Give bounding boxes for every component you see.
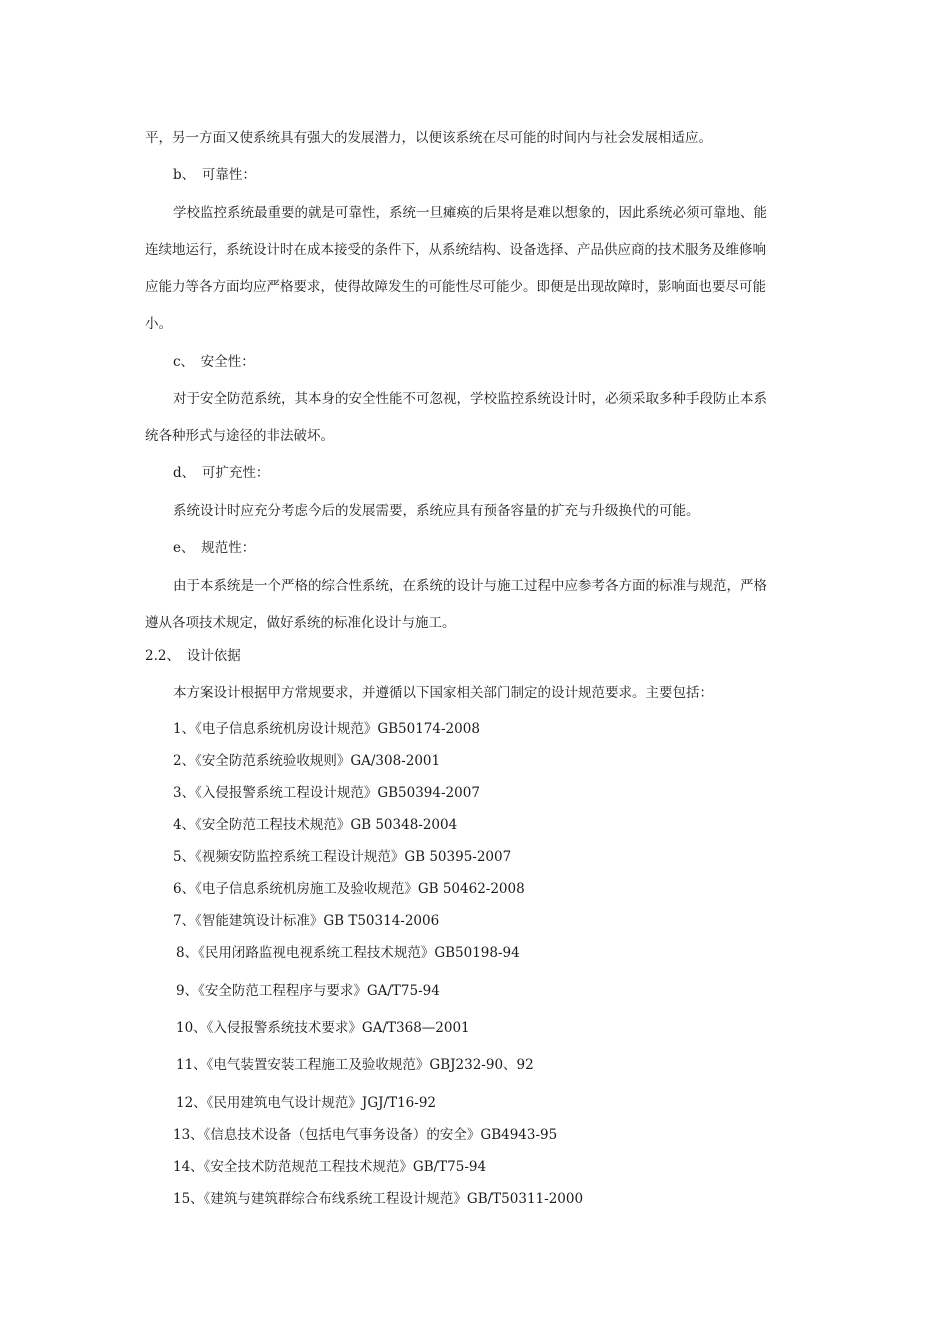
list-item: 12、《民用建筑电气设计规范》JGJ/T16-92	[176, 1095, 437, 1111]
heading-security: c、 安全性：	[173, 354, 255, 370]
paragraph-line: 学校监控系统最重要的就是可靠性，系统一旦瘫痪的后果将是难以想象的，因此系统必须可靠地、能	[173, 205, 767, 221]
heading-standardization: e、 规范性：	[173, 540, 256, 556]
intro-paragraph: 本方案设计根据甲方常规要求，并遵循以下国家相关部门制定的设计规范要求。主要包括：	[173, 685, 713, 701]
paragraph-line: 由于本系统是一个严格的综合性系统，在系统的设计与施工过程中应参考各方面的标准与规范，严格	[173, 578, 767, 594]
list-item: 13、《信息技术设备（包括电气事务设备）的安全》GB4943-95	[173, 1127, 558, 1143]
paragraph-continuation: 平，另一方面又使系统具有强大的发展潜力，以便该系统在尽可能的时间内与社会发展相适应。	[145, 130, 712, 146]
list-item: 11、《电气装置安装工程施工及验收规范》GBJ232-90、92	[176, 1057, 534, 1073]
paragraph-line: 统各种形式与途径的非法破坏。	[145, 428, 334, 444]
heading-expandability: d、 可扩充性：	[173, 465, 270, 481]
list-item: 5、《视频安防监控系统工程设计规范》GB 50395-2007	[173, 849, 512, 865]
list-item: 14、《安全技术防范规范工程技术规范》GB/T75-94	[173, 1159, 487, 1175]
paragraph-line: 应能力等各方面均应严格要求，使得故障发生的可能性尽可能少。即便是出现故障时，影响面也要尽可能	[145, 279, 766, 295]
list-item: 2、《安全防范系统验收规则》GA/308-2001	[173, 753, 441, 769]
paragraph-line: 连续地运行，系统设计时在成本接受的条件下，从系统结构、设备选择、产品供应商的技术服务及维修响	[145, 242, 766, 258]
list-item: 6、《电子信息系统机房施工及验收规范》GB 50462-2008	[173, 881, 525, 897]
list-item: 8、《民用闭路监视电视系统工程技术规范》GB50198-94	[176, 945, 520, 961]
section-heading: 2.2、 设计依据	[145, 648, 241, 664]
heading-reliability: b、 可靠性：	[173, 167, 256, 183]
list-item: 9、《安全防范工程程序与要求》GA/T75-94	[176, 983, 440, 999]
list-item: 7、《智能建筑设计标准》GB T50314-2006	[173, 913, 440, 929]
list-item: 3、《入侵报警系统工程设计规范》GB50394-2007	[173, 785, 480, 801]
paragraph-line: 遵从各项技术规定，做好系统的标准化设计与施工。	[145, 615, 456, 631]
paragraph-line: 对于安全防范系统，其本身的安全性能不可忽视，学校监控系统设计时，必须采取多种手段防止本系	[173, 391, 767, 407]
paragraph-line: 小。	[145, 316, 172, 332]
paragraph-line: 系统设计时应充分考虑今后的发展需要，系统应具有预备容量的扩充与升级换代的可能。	[173, 503, 700, 519]
list-item: 15、《建筑与建筑群综合布线系统工程设计规范》GB/T50311-2000	[173, 1191, 584, 1207]
list-item: 4、《安全防范工程技术规范》GB 50348-2004	[173, 817, 458, 833]
list-item: 10、《入侵报警系统技术要求》GA/T368—2001	[176, 1020, 470, 1036]
list-item: 1、《电子信息系统机房设计规范》GB50174-2008	[173, 721, 480, 737]
